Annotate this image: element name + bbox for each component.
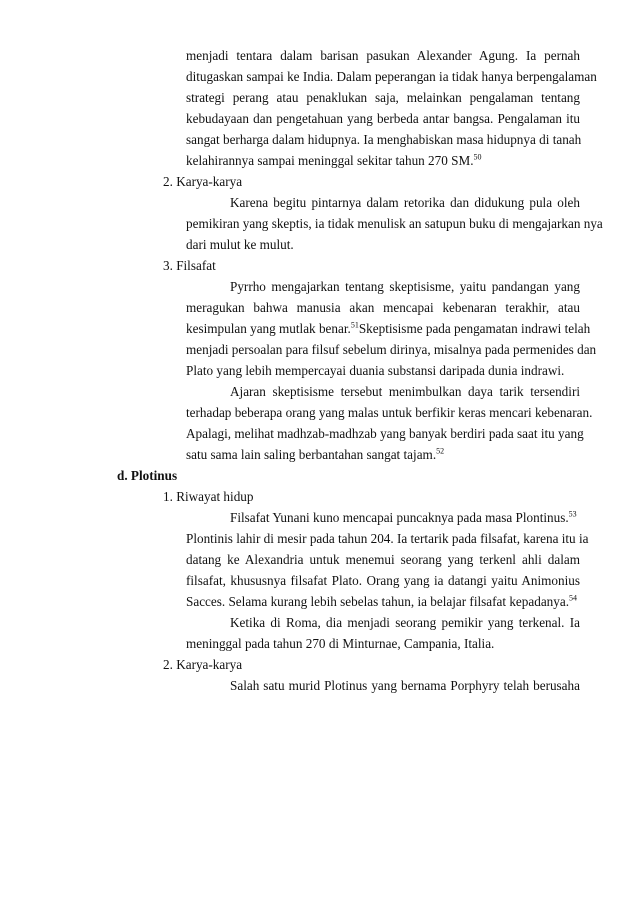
paragraph-line-text: Sacces. Selama kurang lebih sebelas tahun, ia belajar filsafat kepadanya. — [186, 594, 570, 609]
section-heading-plotinus: d. Plotinus — [117, 468, 178, 483]
paragraph-line-text: satu sama lain saling berbantahan sangat tajam. — [186, 447, 437, 462]
paragraph-line: menjadi persoalan para filsuf sebelum dirinya, misalnya pada permenides dan — [186, 342, 597, 357]
sentence: Filsafat Yunani kuno mencapai puncaknya pada masa Plontinus. — [230, 510, 569, 525]
paragraph-line-text — [230, 509, 577, 527]
paragraph-line: Karena begitu pintarnya dalam retorika dan didukung pula oleh — [230, 195, 580, 210]
footnote-ref[interactable]: 51 — [350, 320, 359, 330]
paragraph-line: terhadap beberapa orang yang malas untuk berfikir keras mencari kebenaran. — [186, 405, 593, 420]
footnote-ref[interactable]: 52 — [436, 446, 445, 456]
paragraph-line — [186, 152, 482, 170]
paragraph-line: datang ke Alexandria untuk menemui seorang yang terkenl ahli dalam — [186, 552, 580, 567]
paragraph-line: Apalagi, melihat madhzab-madhzab yang banyak berdiri pada saat itu yang — [186, 426, 584, 441]
paragraph-line: Salah satu murid Plotinus yang bernama Porphyry telah berusaha — [230, 678, 580, 693]
paragraph-line: Ketika di Roma, dia menjadi seorang pemikir yang terkenal. Ia — [230, 615, 580, 630]
list-heading-karya: 2. Karya-karya — [163, 174, 243, 189]
list-heading-riwayat: 1. Riwayat hidup — [163, 489, 254, 504]
paragraph-line — [186, 446, 444, 464]
paragraph-line — [186, 593, 577, 611]
list-heading-filsafat: 3. Filsafat — [163, 258, 216, 273]
paragraph-line: Pyrrho mengajarkan tentang skeptisisme, yaitu pandangan yang — [230, 279, 580, 294]
paragraph-line: sangat berharga dalam hidupnya. Ia menghabiskan masa hidupnya di tanah — [186, 132, 582, 147]
paragraph-line: Ajaran skeptisisme tersebut menimbulkan daya tarik tersendiri — [230, 384, 580, 399]
paragraph-line-text: kelahirannya sampai meninggal sekitar tahun 270 SM. — [186, 153, 474, 168]
sentence: kesimpulan yang mutlak benar. — [186, 321, 351, 336]
paragraph-line: meninggal pada tahun 270 di Minturnae, Campania, Italia. — [186, 636, 495, 651]
list-heading-karya-2: 2. Karya-karya — [163, 657, 243, 672]
paragraph-line: menjadi tentara dalam barisan pasukan Alexander Agung. Ia pernah — [186, 48, 580, 63]
footnote-ref[interactable]: 50 — [473, 152, 482, 162]
paragraph-line — [186, 320, 591, 338]
paragraph-line: Plontinis lahir di mesir pada tahun 204. Ia tertarik pada filsafat, karena itu ia — [186, 531, 589, 546]
paragraph-line: Plato yang lebih mempercayai duania substansi daripada dunia indrawi. — [186, 363, 565, 378]
footnote-ref[interactable]: 53 — [568, 509, 577, 519]
paragraph-line: strategi perang atau penaklukan saja, melainkan pengalaman tentang — [186, 90, 580, 105]
paragraph-line — [230, 509, 580, 527]
paragraph-line: kebudayaan dan pengetahuan yang berbeda antar bangsa. Pengalaman itu — [186, 111, 580, 126]
paragraph-line: meragukan bahwa manusia akan mencapai kebenaran terakhir, atau — [186, 300, 580, 315]
paragraph-line: pemikiran yang skeptis, ia tidak menulisk an satupun buku di mengajarkan nya — [186, 216, 603, 231]
footnote-ref[interactable]: 54 — [569, 593, 578, 603]
paragraph-line: ditugaskan sampai ke India. Dalam peperangan ia tidak hanya berpengalaman — [186, 69, 597, 84]
paragraph-line: dari mulut ke mulut. — [186, 237, 294, 252]
sentence: Skeptisisme pada pengamatan indrawi telah — [358, 321, 591, 336]
paragraph-line: filsafat, khususnya filsafat Plato. Orang yang ia datangi yaitu Animonius — [186, 573, 580, 588]
paragraph-line-text — [186, 320, 590, 338]
